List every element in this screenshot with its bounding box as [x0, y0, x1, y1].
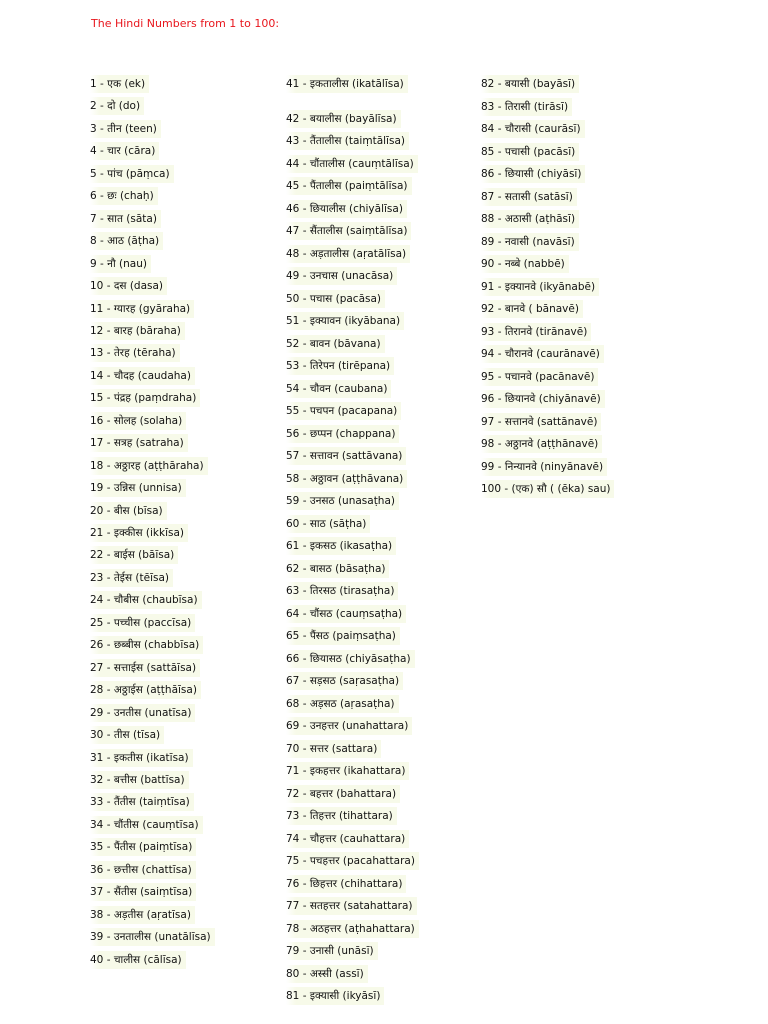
- number-entry: 11 - ग्यारह (gyāraha): [90, 300, 194, 318]
- number-entry: 14 - चौदह (caudaha): [90, 367, 195, 385]
- number-entry: 62 - बासठ (bāsaṭha): [286, 560, 389, 578]
- number-entry: 12 - बारह (bāraha): [90, 322, 185, 340]
- number-entry: 88 - अठासी (aṭhāsī): [481, 210, 579, 228]
- number-entry: 45 - पैंतालीस (paiṃtālīsa): [286, 177, 412, 195]
- number-entry: 28 - अठ्ठाईस (aṭṭhāīsa): [90, 681, 201, 699]
- number-entry: 76 - छिहत्तर (chihattara): [286, 875, 406, 893]
- number-entry: 7 - सात (sāta): [90, 210, 161, 228]
- number-entry: 51 - इक्यावन (ikyābana): [286, 312, 404, 330]
- number-entry: 59 - उनसठ (unasaṭha): [286, 492, 399, 510]
- number-entry: 19 - उन्निस (unnisa): [90, 479, 186, 497]
- number-entry: 81 - इक्यासी (ikyāsī): [286, 987, 384, 1005]
- number-entry: 30 - तीस (tīsa): [90, 726, 164, 744]
- number-entry: 34 - चौंतीस (cauṃtīsa): [90, 816, 203, 834]
- number-entry: 53 - तिरेपन (tirēpana): [286, 357, 394, 375]
- number-entry: 43 - तैंतालीस (taiṃtālīsa): [286, 132, 409, 150]
- number-entry: 55 - पचपन (pacapana): [286, 402, 401, 420]
- number-entry: 92 - बानवे ( bānavē): [481, 300, 583, 318]
- number-entry: 10 - दस (dasa): [90, 277, 167, 295]
- number-entry: 66 - छियासठ (chiyāsaṭha): [286, 650, 415, 668]
- number-entry: 29 - उनतीस (unatīsa): [90, 704, 195, 722]
- number-entry: 94 - चौरानवे (caurānavē): [481, 345, 604, 363]
- number-entry: 74 - चौहत्तर (cauhattara): [286, 830, 409, 848]
- number-entry: 25 - पच्चीस (paccīsa): [90, 614, 195, 632]
- number-entry: 77 - सतहत्तर (satahattara): [286, 897, 417, 915]
- number-entry: 4 - चार (cāra): [90, 142, 159, 160]
- number-entry: 65 - पैंसठ (paiṃsaṭha): [286, 627, 400, 645]
- number-entry: 39 - उनतालीस (unatālīsa): [90, 928, 215, 946]
- number-entry: 91 - इक्यानवे (ikyānabē): [481, 278, 599, 296]
- number-entry: 72 - बहत्तर (bahattara): [286, 785, 400, 803]
- number-entry: 99 - निन्यानवे (ninyānavē): [481, 458, 607, 476]
- number-entry: 13 - तेरह (tēraha): [90, 344, 180, 362]
- number-entry: 87 - सतासी (satāsī): [481, 188, 577, 206]
- number-entry: 32 - बत्तीस (battīsa): [90, 771, 189, 789]
- number-entry: 50 - पचास (pacāsa): [286, 290, 385, 308]
- number-entry: 97 - सत्तानवे (sattānavē): [481, 413, 601, 431]
- number-entry: 47 - सैंतालीस (saiṃtālīsa): [286, 222, 411, 240]
- number-entry: 42 - बयालीस (bayālīsa): [286, 110, 401, 128]
- number-entry: 58 - अठ्ठावन (aṭṭhāvana): [286, 470, 407, 488]
- number-entry: 21 - इक्कीस (ikkīsa): [90, 524, 188, 542]
- number-entry: 49 - उनचास (unacāsa): [286, 267, 397, 285]
- number-entry: 83 - तिरासी (tirāsī): [481, 98, 572, 116]
- number-entry: 2 - दो (do): [90, 97, 144, 115]
- number-entry: 52 - बावन (bāvana): [286, 335, 385, 353]
- number-entry: 35 - पैंतीस (paiṃtīsa): [90, 838, 196, 856]
- number-entry: 36 - छत्तीस (chattīsa): [90, 861, 196, 879]
- number-entry: 27 - सत्ताईस (sattāīsa): [90, 659, 200, 677]
- number-entry: 80 - अस्सी (assī): [286, 965, 368, 983]
- number-entry: 69 - उनहत्तर (unahattara): [286, 717, 412, 735]
- number-entry: 46 - छियालीस (chiyālīsa): [286, 200, 407, 218]
- number-entry: 93 - तिरानवे (tirānavē): [481, 323, 591, 341]
- number-entry: 57 - सत्तावन (sattāvana): [286, 447, 406, 465]
- number-entry: 95 - पचानवे (pacānavē): [481, 368, 598, 386]
- number-entry: 79 - उनासी (unāsī): [286, 942, 378, 960]
- number-entry: 37 - सैंतीस (saiṃtīsa): [90, 883, 196, 901]
- number-entry: 70 - सत्तर (sattara): [286, 740, 381, 758]
- number-entry: 9 - नौ (nau): [90, 255, 151, 273]
- number-entry: 98 - अठ्ठानवे (aṭṭhānavē): [481, 435, 602, 453]
- number-entry: 8 - आठ (āṭha): [90, 232, 163, 250]
- number-entry: 86 - छियासी (chiyāsī): [481, 165, 585, 183]
- number-entry: 20 - बीस (bīsa): [90, 502, 167, 520]
- number-entry: 48 - अड़तालीस (aṛatālīsa): [286, 245, 410, 263]
- number-entry: 63 - तिरसठ (tirasaṭha): [286, 582, 398, 600]
- page-title: The Hindi Numbers from 1 to 100:: [91, 17, 280, 30]
- number-entry: 41 - इकतालीस (ikatālīsa): [286, 75, 408, 93]
- number-entry: 61 - इकसठ (ikasaṭha): [286, 537, 396, 555]
- number-entry: 73 - तिहत्तर (tihattara): [286, 807, 397, 825]
- number-entry: 18 - अठ्ठारह (aṭṭhāraha): [90, 457, 208, 475]
- number-entry: 100 - (एक) सौ ( (ēka) sau): [481, 480, 614, 498]
- number-entry: 71 - इकहत्तर (ikahattara): [286, 762, 409, 780]
- number-entry: 56 - छप्पन (chappana): [286, 425, 399, 443]
- number-entry: 90 - नब्बे (nabbē): [481, 255, 569, 273]
- number-entry: 84 - चौरासी (caurāsī): [481, 120, 585, 138]
- number-entry: 75 - पचहत्तर (pacahattara): [286, 852, 419, 870]
- number-entry: 23 - तेईस (tēīsa): [90, 569, 173, 587]
- number-entry: 60 - साठ (sāṭha): [286, 515, 370, 533]
- number-entry: 31 - इकतीस (ikatīsa): [90, 749, 193, 767]
- number-entry: 68 - अड़सठ (aṛasaṭha): [286, 695, 399, 713]
- number-entry: 67 - सड़सठ (saṛasaṭha): [286, 672, 403, 690]
- number-entry: 3 - तीन (teen): [90, 120, 161, 138]
- number-entry: 54 - चौवन (caubana): [286, 380, 391, 398]
- number-entry: 1 - एक (ek): [90, 75, 149, 93]
- number-entry: 22 - बाईस (bāīsa): [90, 546, 178, 564]
- number-entry: 78 - अठहत्तर (aṭhahattara): [286, 920, 419, 938]
- number-entry: 82 - बयासी (bayāsī): [481, 75, 579, 93]
- number-entry: 89 - नवासी (navāsī): [481, 233, 579, 251]
- number-entry: 40 - चालीस (cālīsa): [90, 951, 186, 969]
- number-entry: 5 - पांच (pāṃca): [90, 165, 174, 183]
- number-entry: 85 - पचासी (pacāsī): [481, 143, 579, 161]
- number-entry: 16 - सोलह (solaha): [90, 412, 186, 430]
- number-entry: 6 - छः (chaḥ): [90, 187, 158, 205]
- number-entry: 26 - छब्बीस (chabbīsa): [90, 636, 203, 654]
- number-entry: 33 - तैंतीस (taiṃtīsa): [90, 793, 194, 811]
- number-entry: 96 - छियानवे (chiyānavē): [481, 390, 605, 408]
- number-entry: 38 - अड़तीस (aṛatīsa): [90, 906, 195, 924]
- number-entry: 17 - सत्रह (satraha): [90, 434, 188, 452]
- number-entry: 15 - पंद्रह (paṃdraha): [90, 389, 200, 407]
- number-entry: 64 - चौंसठ (cauṃsaṭha): [286, 605, 406, 623]
- number-entry: 24 - चौबीस (chaubīsa): [90, 591, 202, 609]
- number-entry: 44 - चौंतालीस (cauṃtālīsa): [286, 155, 418, 173]
